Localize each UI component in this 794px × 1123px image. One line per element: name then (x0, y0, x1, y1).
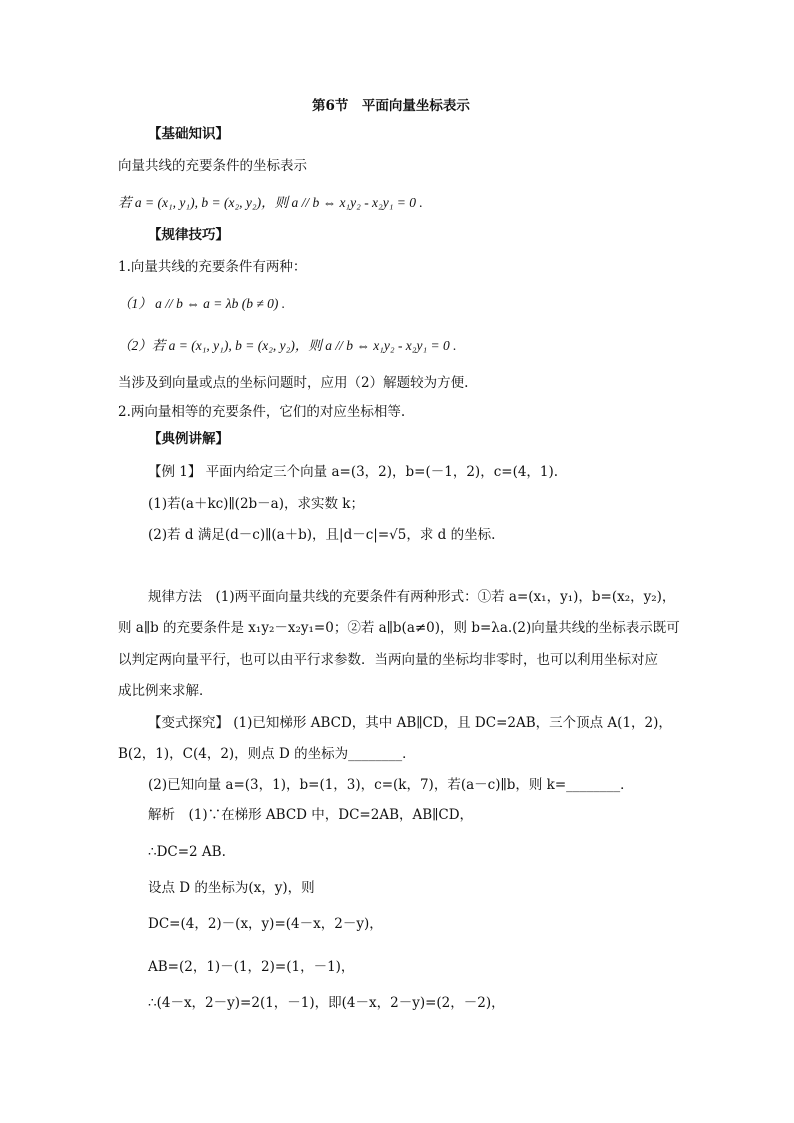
rules-text-1: 1.向量共线的充要条件有两种： (118, 259, 307, 275)
method-line-2: 则 a∥b 的充要条件是 x₁y₂－x₂y₁=0；②若 a∥b(a≠0)，则 b=λa.(2)向量共线的坐标表示既可 (118, 620, 680, 636)
variant-line-3: (2)已知向量 a=(3，1)，b=(1，3)，c=(k，7)，若(a－c)∥b，则 k=________． (148, 777, 634, 793)
example-line-1: 【例 1】 平面内给定三个向量 a=(3，2)，b=(－1，2)，c=(4，1). (148, 464, 559, 480)
rules-formula-1: （1） a // b ⇔ a = λb (b ≠ 0) . (118, 296, 286, 311)
method-line-1: 规律方法 (1)两平面向量共线的充要条件有两种形式：①若 a=(x₁，y₁)，b=(x₂，y₂)， (148, 589, 676, 605)
solution-line-3: 设点 D 的坐标为(x，y)，则 (148, 880, 315, 896)
example-line-2: (1)若(a＋kc)∥(2b－a)，求实数 k； (148, 496, 364, 512)
page-title: 第6节 平面向量坐标表示 (312, 98, 470, 114)
variant-line-1: 【变式探究】 (1)已知梯形 ABCD，其中 AB∥CD，且 DC=2AB，三个顶点 A(1，2)， (148, 715, 672, 731)
section-heading-examples: 【典例讲解】 (148, 431, 229, 447)
solution-line-4: DC=(4，2)－(x，y)=(4－x，2－y)， (148, 916, 383, 932)
example-line-3: (2)若 d 满足(d－c)∥(a＋b)，且|d－c|=√5，求 d 的坐标. (148, 527, 496, 543)
section-heading-basic: 【基础知识】 (148, 126, 229, 142)
solution-line-5: AB=(2，1)－(1，2)=(1，－1)， (148, 959, 355, 975)
basic-text-1: 向量共线的充要条件的坐标表示 (118, 158, 307, 174)
section-heading-rules: 【规律技巧】 (148, 227, 229, 243)
solution-line-1: 解析 (1)∵在梯形 ABCD 中，DC=2AB，AB∥CD， (148, 807, 474, 823)
solution-line-2: ∴DC=2 AB. (148, 844, 226, 860)
variant-line-2: B(2，1)，C(4，2)，则点 D 的坐标为________． (118, 746, 416, 762)
rules-formula-2: （2）若 a = (x₁, y₁), b = (x₂, y₂)，则 a // b ⇔ x₁y₂ - x₂y₁ = 0 . (118, 338, 457, 353)
rules-text-2: 当涉及到向量或点的坐标问题时，应用（2）解题较为方便. (118, 375, 469, 391)
method-line-3: 以判定两向量平行，也可以由平行求参数．当两向量的坐标均非零时，也可以利用坐标对应 (118, 652, 658, 668)
method-line-4: 成比例来求解． (118, 683, 213, 699)
solution-line-6: ∴(4－x，2－y)=2(1，－1)，即(4－x，2－y)=(2，－2)， (148, 995, 505, 1011)
rules-text-3: 2.两向量相等的充要条件，它们的对应坐标相等. (118, 404, 406, 420)
basic-formula: 若 a = (x₁, y₁), b = (x₂, y₂)，则 a // b ⇔ x₁y₂ - x₂y₁ = 0 . (118, 195, 423, 210)
